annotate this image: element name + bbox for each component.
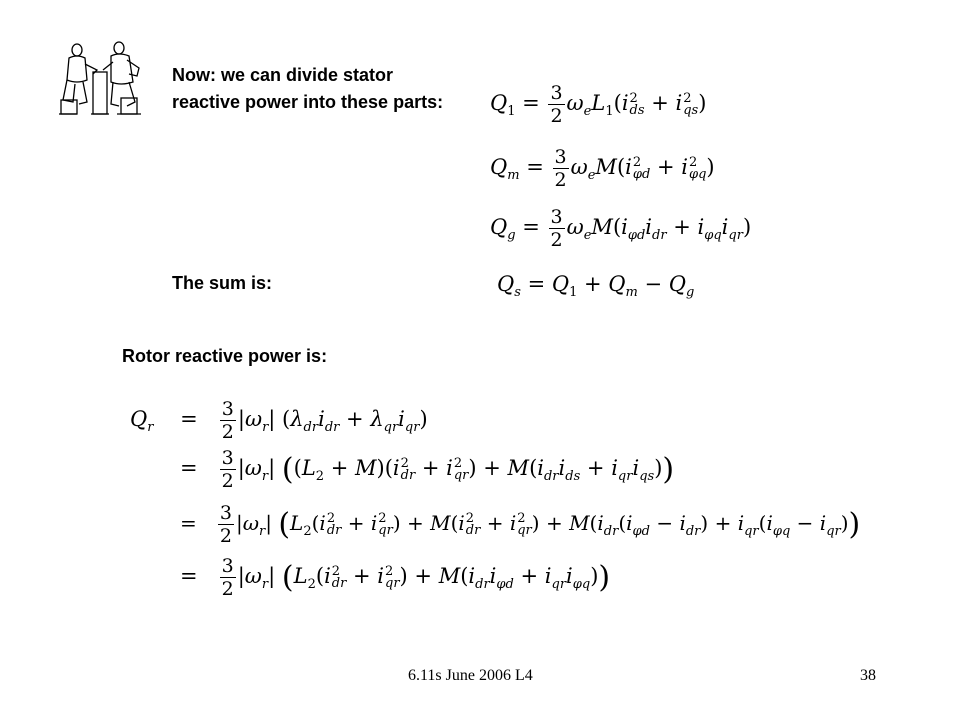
equation-qr-line-3: = $\frac{3}{2}$ $|\omega_r|$ ($L_2(i$ 2 dr + i 2 qr ) + M(i 2 dr + i 2 qr ) + $M(i_{dr}(i_{\varphi d} - i_{dr}) + i_{qr}(i_{\varphi q} - i_{qr}))$ [180,502,861,547]
footer-course-label: 6.11s June 2006 L4 [408,667,533,684]
mit-logo-icon [57,40,143,118]
sum-label: The sum is: [172,273,273,293]
page-number: 38 [860,667,876,684]
equation-qs: $Q_s = Q_1 + Q_m - Q_g$ [497,272,695,300]
equation-qm: $Q_m$ = $\frac{3}{2}$ $\omega_eM(i$ 2 φd + i 2 φq ) [490,146,715,191]
heading-text: Now: we can divide stator reactive power into these parts: [172,65,444,112]
equation-qg: $Q_g$ = $\frac{3}{2}$ $\omega_eM(i_{\varphi d}i_{dr} + i_{\varphi q}i_{qr})$ [490,206,752,251]
rotor-label: Rotor reactive power is: [122,346,328,366]
equation-qr-line-4: = $\frac{3}{2}$ $|\omega_r|$ ($L_2(i$ 2 dr + i 2 qr ) + $M(i_{dr}i_{\varphi d} + i_{qr}i_{\varphi q})$) [180,555,611,600]
equation-q1: $Q_1$ = $\frac{3}{2}$ $\omega_eL_1(i$ 2 ds + i 2 qs ) [490,82,707,127]
equation-qr-line-1: $Q_r$ = $\frac{3}{2}$ $|\omega_r|$ $(\lambda_{dr}i_{dr} + \lambda_{qr}i_{qr})$ [130,398,428,443]
equation-qr-line-2: = $\frac{3}{2}$ $|\omega_r|$ ($(L_2 + M)(i$ 2 dr + i 2 qr ) + $M(i_{dr}i_{ds} + i_{qr}i_{qs})$) [180,447,675,492]
